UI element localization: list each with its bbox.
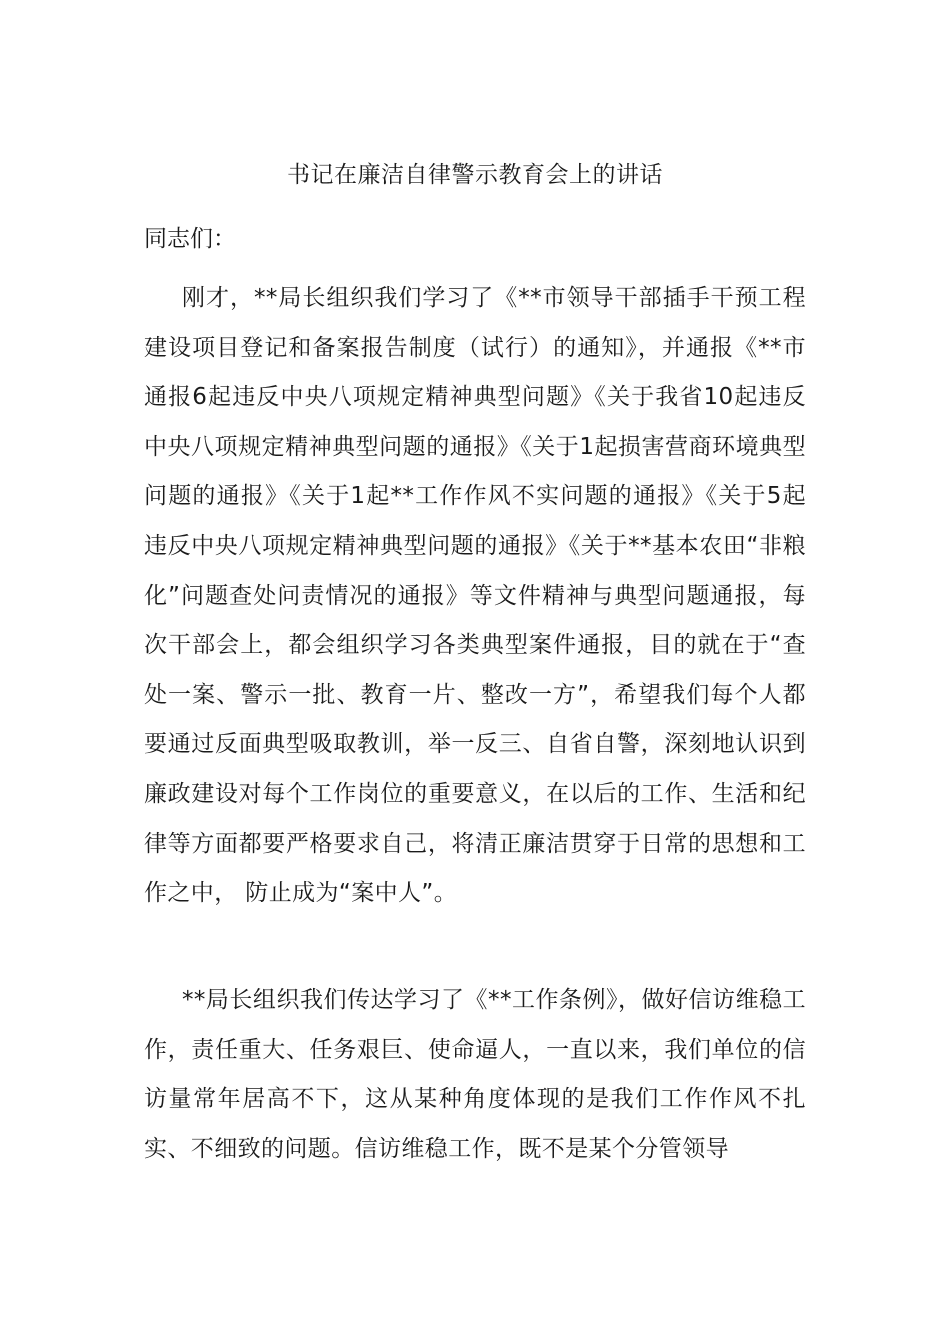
document-title: 书记在廉洁自律警示教育会上的讲话 [287,162,663,188]
salutation: 同志们： [144,226,236,252]
paragraph-1: 刚才，**局长组织我们学习了《**市领导干部插手干预工程建设项目登记和备案报告制度（试行）的通知》，并通报《**市通报6起违反中央八项规定精神典型问题》《关于我省10起违反中央八项规定精神典型问题的通报》《关于1起损害营商环境典型问题的通报》《关于1起**工作作风不实问题的通报》《关于5起违反中央八项规定精神典型问题的通报》《关于**基本农田“非粮化”问题查处问责情况的通报》等文件精神与典型问题通报，每次干部会上，都会组织学习各类典型案件通报，目的就在于“查处一案、警示一批、教育一片、整改一方”，希望我们每个人都要通过反面典型吸取教训，举一反三、自省自警，深刻地认识到廉政建设对每个工作岗位的重要意义，在以后的工作、生活和纪律等方面都要严格要求自己，将清正廉洁贯穿于日常的思想和工作之中， 防止成为“案中人”。 [144,285,806,907]
paragraph-2: **局长组织我们传达学习了《**工作条例》，做好信访维稳工作，责任重大、任务艰巨、使命逼人，一直以来，我们单位的信访量常年居高不下，这从某种角度体现的是我们工作作风不扎实、不细致的问题。信访维稳工作，既不是某个分管领导 [144,987,806,1162]
